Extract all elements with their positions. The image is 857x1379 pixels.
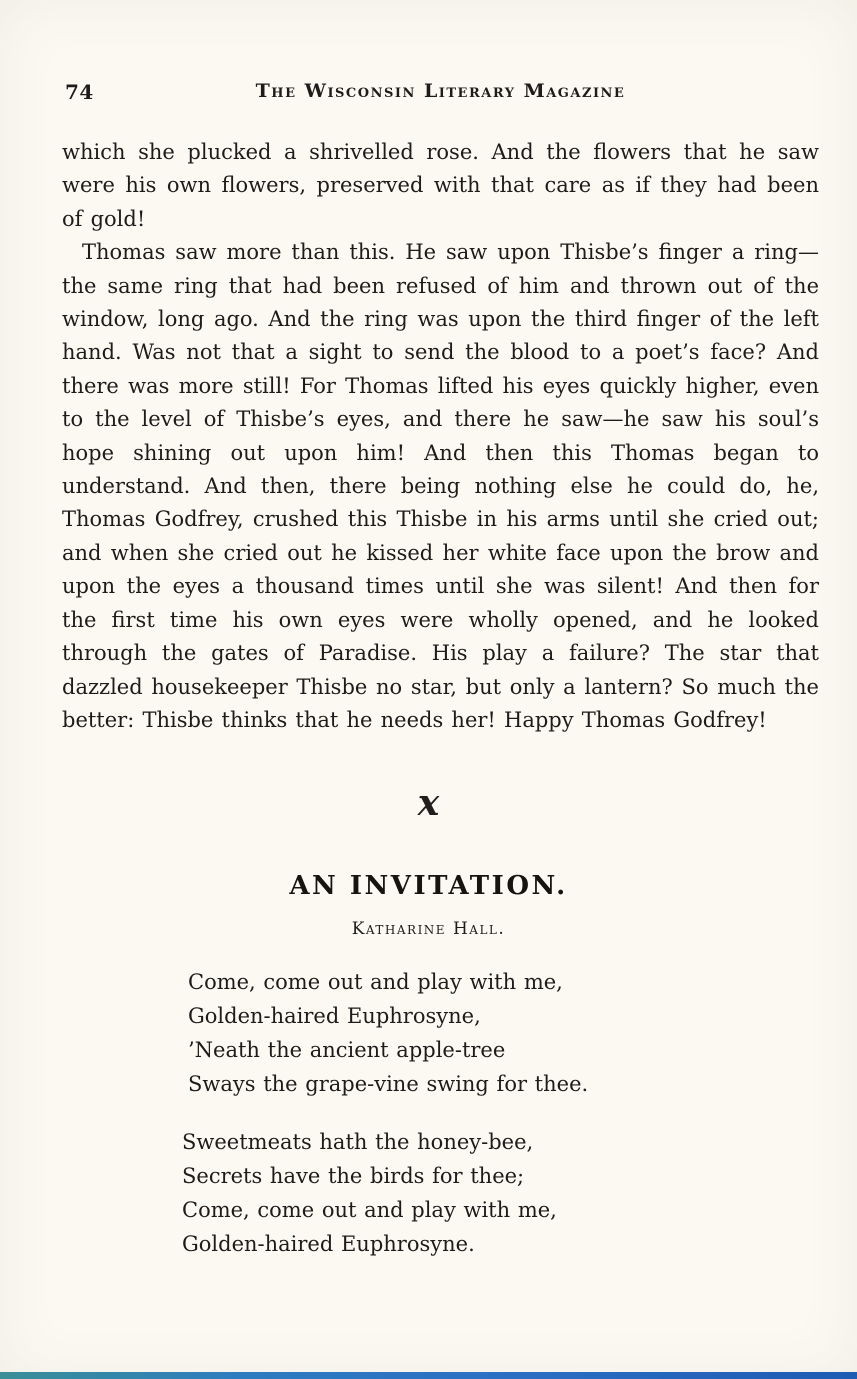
poem-stanza — [182, 965, 857, 1101]
poem-line: Golden-haired Euphrosyne, — [188, 1004, 481, 1029]
poem-line: ’Neath the ancient apple-tree — [188, 1038, 506, 1063]
story-body — [0, 136, 857, 737]
poem-line: Sweetmeats hath the honey-bee, — [182, 1130, 534, 1155]
poem-byline: Katharine Hall. — [351, 919, 506, 940]
poem-line: Come, come out and play with me, — [182, 1198, 557, 1223]
poem-body — [0, 965, 857, 1261]
poem-title: AN INVITATION. — [289, 871, 568, 902]
story-paragraph: Thomas saw more than this. He saw upon Thisbe’s finger a ring—the same ring that had been refused of him and thrown out of the window, long ago. And the ring was upon the third finger of the left hand. Was not that a sight to send the blood to a poet’s face? And there was more still! For Thomas lifted his eyes quickly higher, even to the level of Thisbe’s eyes, and there he saw—he saw his soul’s hope shining out upon him! And then this Thomas began to understand. And then, there being nothing else he could do, he, Thomas Godfrey, crushed this Thisbe in his arms until she cried out; and when she cried out he kissed her white face upon the brow and upon the eyes a thousand times until she was silent! And then for the first time his own eyes were wholly opened, and he looked through the gates of Paradise. His play a failure? The star that dazzled housekeeper Thisbe no star, but only a lantern? So much the better: Thisbe thinks that he needs her! Happy Thomas Godfrey! — [62, 240, 819, 732]
page-number: 74 — [65, 80, 94, 104]
scan-edge-artifact — [0, 1372, 857, 1379]
poem-line: Secrets have the birds for thee; — [182, 1164, 525, 1189]
poem-section — [0, 871, 857, 1261]
section-divider-ornament: x — [417, 782, 440, 825]
story-paragraph: which she plucked a shrivelled rose. And the flowers that he saw were his own flowers, preserved with that care as if they had been of gold! — [62, 140, 819, 231]
header-title: The Wisconsin Literary Magazine — [255, 80, 626, 102]
page-header — [0, 0, 857, 102]
poem-line: Come, come out and play with me, — [188, 970, 563, 995]
poem-line: Sways the grape-vine swing for thee. — [188, 1072, 589, 1097]
poem-line: Golden-haired Euphrosyne. — [182, 1232, 475, 1257]
poem-stanza — [182, 1125, 857, 1261]
